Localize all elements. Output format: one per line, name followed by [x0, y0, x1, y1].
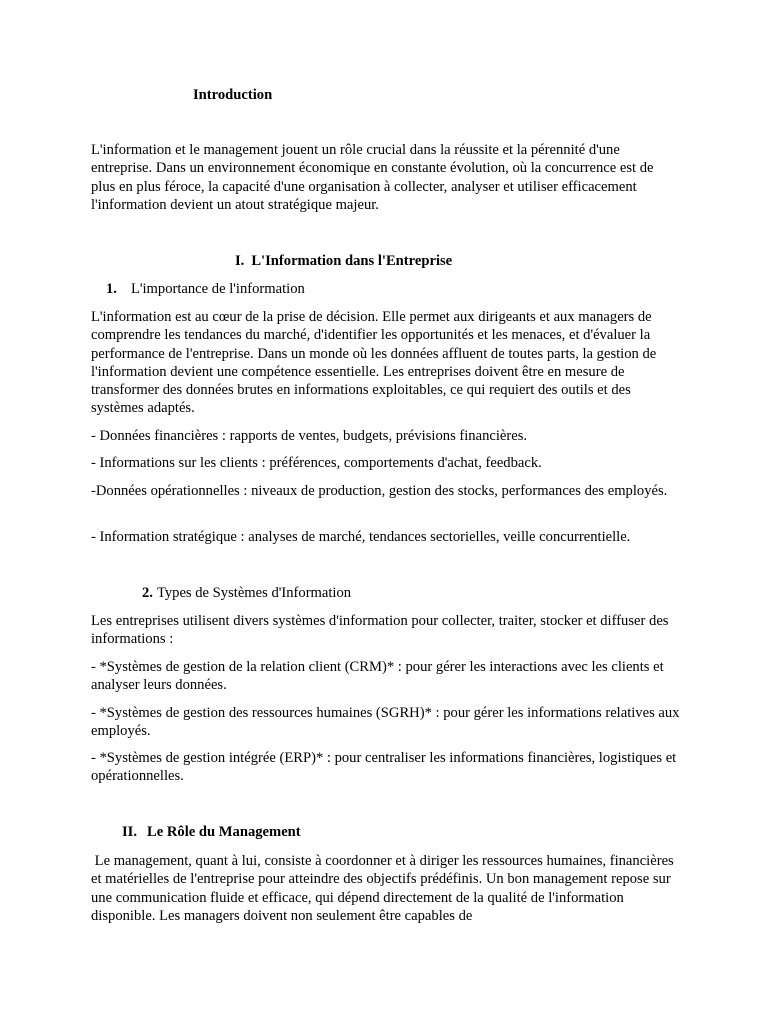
section-1-title: L'Information dans l'Entreprise	[251, 253, 453, 269]
subsection-2-title: Types de Systèmes d'Information	[156, 585, 352, 601]
list-item: - Données financières : rapports de ventes, budgets, prévisions financières.	[91, 428, 528, 444]
subsection-1-title: L'importance de l'information	[130, 281, 305, 297]
introduction-title: Introduction	[193, 87, 273, 103]
list-item: - Information stratégique : analyses de marché, tendances sectorielles, veille concurrentielle.	[91, 529, 631, 545]
subsection-2-number: 2.	[142, 585, 153, 601]
list-item: - *Systèmes de gestion des ressources humaines (SGRH)* : pour gérer les informations relatives aux employés.	[91, 705, 680, 740]
subsection-2-heading	[142, 584, 351, 602]
list-item: - *Systèmes de gestion intégrée (ERP)* : pour centraliser les informations financières, logistiques et opérationnelles.	[91, 750, 677, 785]
section-2-heading	[122, 823, 301, 841]
section-1-number: I.	[235, 253, 245, 269]
subsection-1-number: 1.	[106, 281, 117, 297]
subsection-2-paragraph: Les entreprises utilisent divers systèmes d'information pour collecter, traiter, stocker et diffuser des informations :	[91, 613, 669, 648]
subsection-1-paragraph: L'information est au cœur de la prise de décision. Elle permet aux dirigeants et aux managers de comprendre les tendances du marché, d'identifier les opportunités et les menaces, et d'évaluer la performance de l'entreprise. Dans un monde où les données affluent de toutes parts, la gestion de l'information devient une compétence essentielle. Les entreprises doivent être en mesure de transformer des données brutes en informations exploitables, ce qui requiert des outils et des systèmes adaptés.	[91, 309, 657, 417]
list-item: -Données opérationnelles : niveaux de production, gestion des stocks, performances des employés.	[91, 483, 668, 499]
section-1-heading	[235, 252, 452, 270]
list-item: - *Systèmes de gestion de la relation client (CRM)* : pour gérer les interactions avec les clients et analyser leurs données.	[91, 659, 664, 694]
subsection-1-heading	[106, 280, 305, 298]
section-2-paragraph: Le management, quant à lui, consiste à coordonner et à diriger les ressources humaines, financières et matérielles de l'entreprise pour atteindre des objectifs prédéfinis. Un bon management repose sur une communication fluide et efficace, qui dépend directement de la qualité de l'information disponible. Les managers doivent non seulement être capables de	[91, 853, 678, 924]
section-2-number: II.	[122, 824, 138, 840]
list-item: - Informations sur les clients : préférences, comportements d'achat, feedback.	[91, 455, 542, 471]
introduction-paragraph: L'information et le management jouent un rôle crucial dans la réussite et la pérennité d'une entreprise. Dans un environnement économique en constante évolution, où la concurrence est de plus en plus féroce, la capacité d'une organisation à collecter, analyser et utiliser efficacement l'information devient un atout stratégique majeur.	[91, 142, 654, 213]
section-2-title: Le Rôle du Management	[147, 824, 301, 840]
